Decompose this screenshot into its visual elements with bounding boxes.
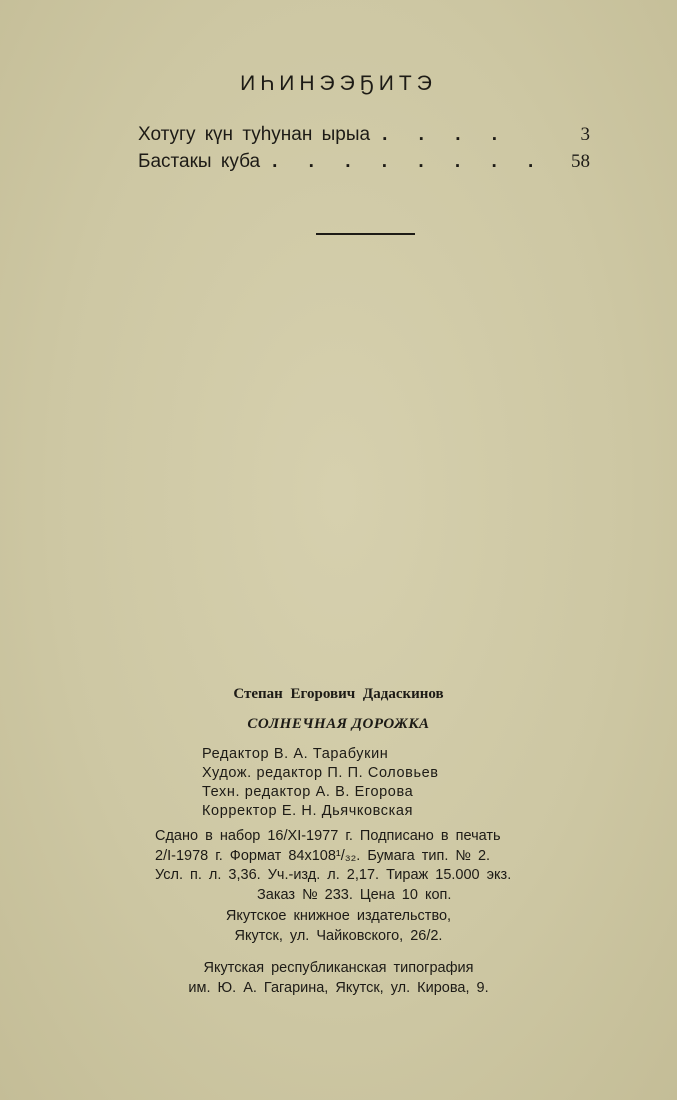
toc-entry-title: Бастакы куба — [138, 151, 261, 172]
contents-heading: ИҺИНЭЭҔИТЭ — [240, 72, 437, 95]
credit-line: Корректор Е. Н. Дьячковская — [202, 803, 414, 819]
table-of-contents — [138, 124, 590, 178]
print-info-line: Усл. п. л. 3,36. Уч.-изд. л. 2,17. Тираж 15.000 экз. — [155, 867, 512, 883]
credit-line: Худож. редактор П. П. Соловьев — [202, 765, 439, 781]
toc-entry — [138, 124, 590, 151]
credits-block — [202, 746, 439, 822]
toc-leader-dots: . . . . . . . . — [272, 151, 547, 172]
printer-line: Якутская республиканская типография — [203, 960, 474, 976]
credit-line: Редактор В. А. Тарабукин — [202, 746, 389, 762]
toc-entry — [138, 151, 590, 178]
print-info-line: 2/I-1978 г. Формат 84x108¹/₃₂. Бумага тип. № 2. — [155, 847, 491, 864]
author-name: Степан Егорович Дадаскинов — [233, 686, 444, 702]
printer-line: им. Ю. А. Гагарина, Якутск, ул. Кирова, 9. — [188, 979, 489, 996]
print-info-line: Сдано в набор 16/XI-1977 г. Подписано в печать — [155, 828, 501, 844]
toc-entry-page: 58 — [571, 151, 590, 172]
section-divider — [316, 233, 415, 235]
credit-line: Техн. редактор А. В. Егорова — [202, 784, 414, 800]
toc-entry-title: Хотугу күн туһунан ырыа — [138, 124, 371, 145]
publisher-line: Якутское книжное издательство, — [225, 908, 452, 924]
toc-leader-dots: . . . . — [382, 124, 511, 145]
book-title: СОЛНЕЧНАЯ ДОРОЖКА — [247, 716, 430, 732]
print-info-block — [0, 828, 677, 906]
publisher-block — [0, 908, 677, 947]
printer-block — [0, 960, 677, 999]
publisher-line: Якутск, ул. Чайковского, 26/2. — [234, 927, 443, 944]
toc-entry-page: 3 — [580, 124, 590, 145]
print-info-line: Заказ № 233. Цена 10 коп. — [257, 886, 452, 903]
